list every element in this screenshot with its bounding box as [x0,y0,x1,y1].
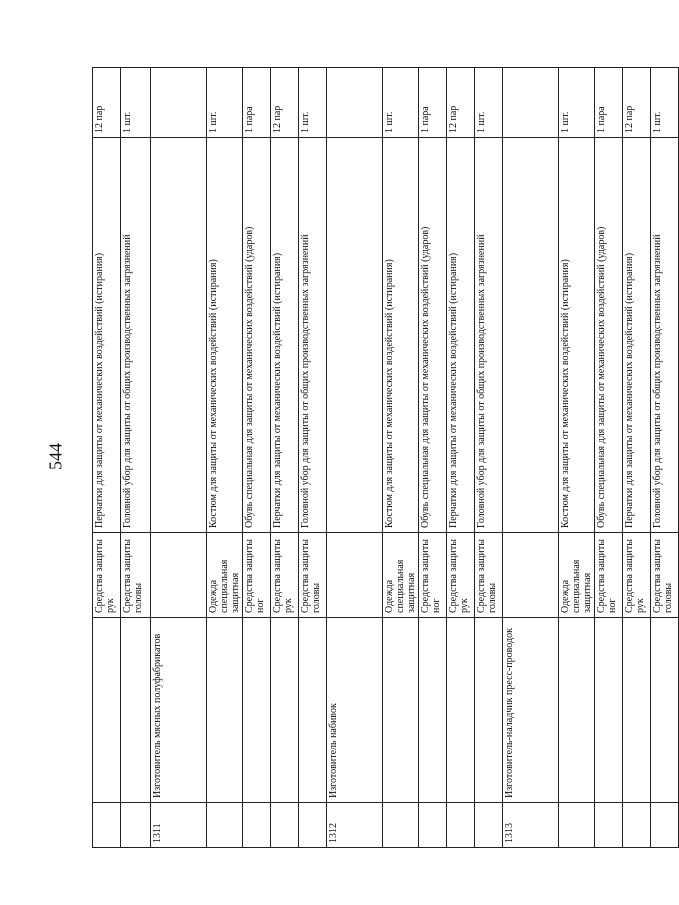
cell-quantity: 1 шт. [383,68,419,138]
cell-ppe-type: Одежда специальная защитная [383,533,419,618]
table-row [595,68,623,848]
cell-quantity: 1 шт. [559,68,595,138]
cell-ppe-name: Костюм для защиты от механических воздействий (истирания) [383,138,419,533]
cell-profession: Изготовитель-наладчик пресс-проводок [503,618,559,803]
table-row [243,68,271,848]
cell-ppe-type [327,533,383,618]
cell-ppe-name: Костюм для защиты от механических воздействий (истирания) [207,138,243,533]
cell-ppe-name: Обувь специальная для защиты от механических воздействий (ударов) [419,138,447,533]
cell-quantity: 12 пар [623,68,651,138]
cell-quantity [327,68,383,138]
cell-number [299,803,327,848]
cell-ppe-type: Средства защиты ног [243,533,271,618]
cell-number [121,803,151,848]
table-body [93,68,679,848]
cell-profession [121,618,151,803]
cell-quantity: 1 шт. [651,68,679,138]
ppe-norms-table [92,67,679,848]
cell-ppe-type: Средства защиты головы [299,533,327,618]
rotated-table-container [92,68,674,848]
cell-quantity: 1 шт. [299,68,327,138]
cell-profession: Изготовитель мясных полуфабрикатов [151,618,207,803]
cell-ppe-type [151,533,207,618]
cell-ppe-name: Обувь специальная для защиты от механических воздействий (ударов) [243,138,271,533]
cell-ppe-type: Средства защиты ног [595,533,623,618]
cell-number [93,803,121,848]
cell-ppe-type: Средства защиты рук [447,533,475,618]
cell-ppe-type: Одежда специальная защитная [207,533,243,618]
cell-quantity: 1 пара [595,68,623,138]
cell-ppe-name: Перчатки для защиты от механических воздействий (истирания) [623,138,651,533]
cell-ppe-name: Головной убор для защиты от общих производственных загрязнений [121,138,151,533]
table-row [121,68,151,848]
cell-quantity: 1 шт. [207,68,243,138]
cell-profession [207,618,243,803]
cell-quantity: 12 пар [447,68,475,138]
cell-profession [595,618,623,803]
table-row [93,68,121,848]
table-row [623,68,651,848]
cell-number [383,803,419,848]
table-row-profession [327,68,383,848]
cell-profession: Изготовитель набивок [327,618,383,803]
cell-number [243,803,271,848]
cell-number [419,803,447,848]
cell-profession [299,618,327,803]
cell-profession [243,618,271,803]
cell-ppe-type: Средства защиты рук [623,533,651,618]
cell-profession [559,618,595,803]
cell-ppe-name [327,138,383,533]
cell-ppe-name: Перчатки для защиты от механических воздействий (истирания) [271,138,299,533]
cell-profession [651,618,679,803]
cell-quantity: 12 пар [271,68,299,138]
page-number: 544 [45,443,66,470]
cell-quantity: 12 пар [93,68,121,138]
cell-ppe-type: Средства защиты рук [271,533,299,618]
cell-number [595,803,623,848]
cell-quantity [151,68,207,138]
table-row [475,68,503,848]
cell-profession [623,618,651,803]
cell-number: 1312 [327,803,383,848]
cell-ppe-name: Перчатки для защиты от механических воздействий (истирания) [93,138,121,533]
cell-quantity [503,68,559,138]
cell-number [447,803,475,848]
cell-number [623,803,651,848]
cell-ppe-name: Головной убор для защиты от общих производственных загрязнений [299,138,327,533]
cell-number [475,803,503,848]
cell-ppe-type: Средства защиты головы [475,533,503,618]
cell-number: 1311 [151,803,207,848]
table-row [299,68,327,848]
cell-number [651,803,679,848]
table-row-profession [503,68,559,848]
table-row-profession [151,68,207,848]
cell-profession [383,618,419,803]
cell-profession [419,618,447,803]
cell-profession [271,618,299,803]
cell-profession [475,618,503,803]
cell-ppe-name [151,138,207,533]
table-row [383,68,419,848]
cell-number [559,803,595,848]
cell-ppe-type: Средства защиты ног [419,533,447,618]
cell-quantity: 1 пара [243,68,271,138]
table-row [207,68,243,848]
table-row [651,68,679,848]
table-row [559,68,595,848]
table-row [419,68,447,848]
cell-ppe-type: Одежда специальная защитная [559,533,595,618]
cell-ppe-type: Средства защиты головы [121,533,151,618]
cell-ppe-name: Обувь специальная для защиты от механических воздействий (ударов) [595,138,623,533]
cell-ppe-name: Головной убор для защиты от общих производственных загрязнений [651,138,679,533]
cell-quantity: 1 шт. [121,68,151,138]
cell-ppe-name: Головной убор для защиты от общих производственных загрязнений [475,138,503,533]
cell-number [207,803,243,848]
cell-quantity: 1 пара [419,68,447,138]
cell-ppe-type [503,533,559,618]
cell-ppe-type: Средства защиты рук [93,533,121,618]
table-row [447,68,475,848]
cell-quantity: 1 шт. [475,68,503,138]
table-row [271,68,299,848]
cell-profession [93,618,121,803]
cell-ppe-type: Средства защиты головы [651,533,679,618]
cell-number [271,803,299,848]
cell-ppe-name [503,138,559,533]
cell-ppe-name: Костюм для защиты от механических воздействий (истирания) [559,138,595,533]
cell-ppe-name: Перчатки для защиты от механических воздействий (истирания) [447,138,475,533]
cell-profession [447,618,475,803]
cell-number: 1313 [503,803,559,848]
